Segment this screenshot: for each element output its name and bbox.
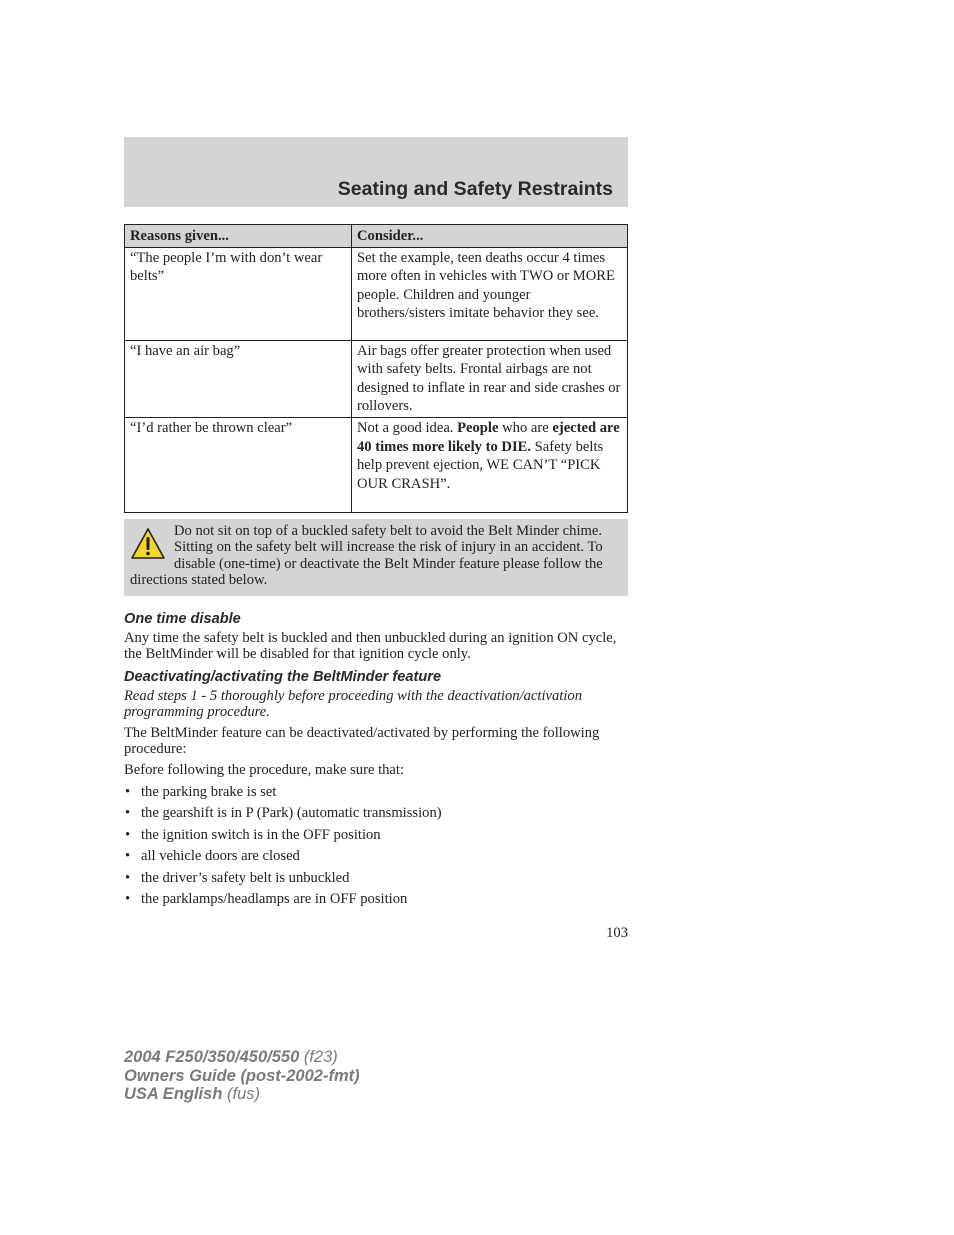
list-item: • the gearshift is in P (Park) (automatic transmission) bbox=[124, 806, 628, 822]
table-header-row bbox=[125, 225, 628, 248]
paragraph-deactivate: The BeltMinder feature can be deactivated/activated by performing the following procedure: bbox=[124, 725, 600, 757]
section-header-band bbox=[124, 137, 628, 207]
paragraph-one-time: Any time the safety belt is buckled and then unbuckled during an ignition ON cycle, the BeltMinder will be disabled for that ignition cycle only. bbox=[124, 630, 617, 662]
note-read-steps: Read steps 1 - 5 thoroughly before proceeding with the deactivation/activation programming procedure. bbox=[124, 688, 582, 720]
consider-cell bbox=[352, 417, 628, 512]
consider-text: Not a good idea. bbox=[357, 419, 458, 436]
consider-cell: Air bags offer greater protection when used with safety belts. Frontal airbags are not designed to inflate in rear and side crashes or rollovers. bbox=[352, 340, 628, 417]
column-header-reasons: Reasons given... bbox=[125, 225, 352, 248]
table-row bbox=[125, 340, 628, 417]
warning-triangle-icon bbox=[130, 527, 166, 561]
list-item: • the parklamps/headlamps are in OFF position bbox=[124, 892, 628, 908]
footer-language: USA English bbox=[124, 1085, 223, 1103]
warning-box bbox=[124, 519, 628, 596]
reasons-table bbox=[124, 224, 628, 513]
document-footer bbox=[124, 1048, 360, 1104]
section-title: Seating and Safety Restraints bbox=[337, 178, 613, 200]
table-row bbox=[125, 417, 628, 512]
table-row bbox=[125, 247, 628, 340]
content-body bbox=[124, 610, 628, 908]
consider-text: Safety belts help prevent ejection, WE CAN’T “PICK OUR CRASH”. bbox=[357, 438, 604, 492]
list-item: • the driver’s safety belt is unbuckled bbox=[124, 871, 628, 887]
footer-model-code: (f23) bbox=[299, 1048, 338, 1066]
heading-one-time-disable: One time disable bbox=[124, 611, 241, 627]
reason-cell: “The people I’m with don’t wear belts” bbox=[125, 247, 352, 340]
consider-text: who are bbox=[498, 419, 553, 436]
reason-cell: “I’d rather be thrown clear” bbox=[125, 417, 352, 512]
emphasis-text: People bbox=[457, 419, 499, 436]
column-header-consider: Consider... bbox=[352, 225, 628, 248]
footer-guide: Owners Guide (post-2002-fmt) bbox=[124, 1066, 360, 1085]
reason-cell: “I have an air bag” bbox=[125, 340, 352, 417]
list-item: • the parking brake is set bbox=[124, 785, 628, 801]
paragraph-before: Before following the procedure, make sure that: bbox=[124, 762, 405, 778]
list-item: • the ignition switch is in the OFF position bbox=[124, 828, 628, 844]
warning-text: Do not sit on top of a buckled safety belt to avoid the Belt Minder chime. Sitting on the safety belt will increase the risk of injury in an accident. To disable (one-time) or deactivate the Belt Minder feature please follow the directions stated below. bbox=[130, 523, 603, 588]
checklist bbox=[124, 785, 628, 908]
heading-deactivating: Deactivating/activating the BeltMinder feature bbox=[124, 669, 442, 685]
page-number: 103 bbox=[606, 925, 628, 941]
emphasis-text: ejected are 40 times more likely to DIE. bbox=[357, 419, 620, 455]
footer-model: 2004 F250/350/450/550 bbox=[124, 1048, 300, 1066]
list-item: • all vehicle doors are closed bbox=[124, 849, 628, 865]
footer-language-code: (fus) bbox=[222, 1085, 260, 1103]
consider-cell: Set the example, teen deaths occur 4 times more often in vehicles with TWO or MORE people. Children and younger brothers/sisters imitate behavior they see. bbox=[352, 247, 628, 340]
